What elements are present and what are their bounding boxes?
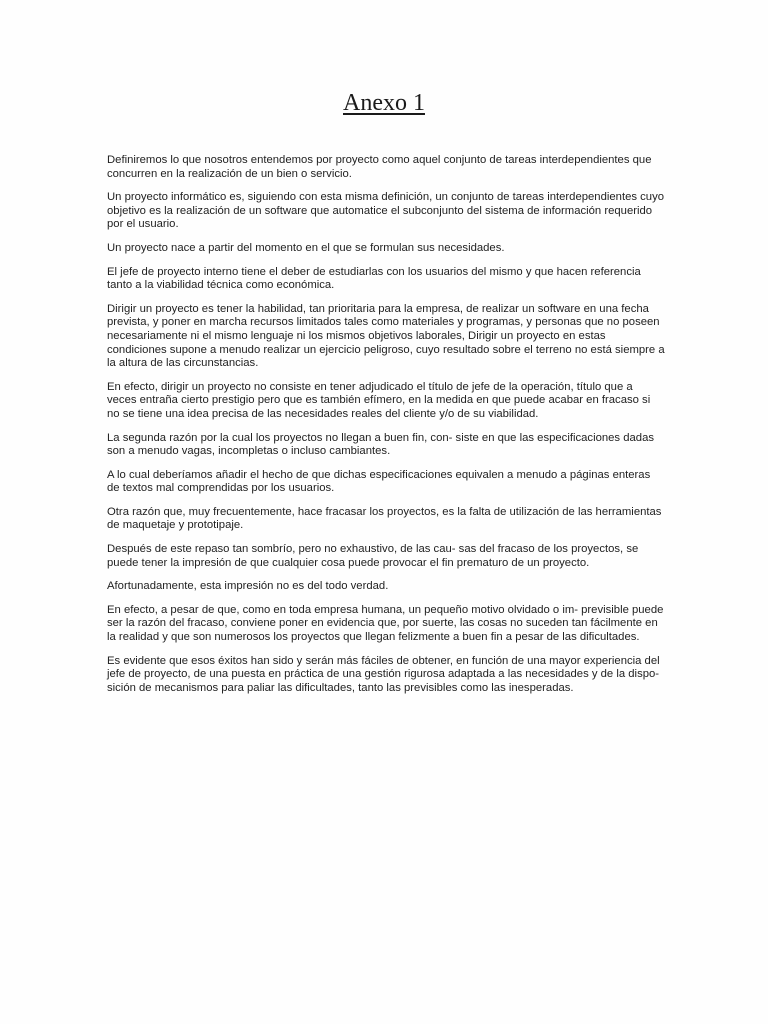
page-title: Anexo 1 (343, 90, 425, 116)
paragraph-10: Después de este repaso tan sombrío, pero no exhaustivo, de las cau- sas del fracaso de los proyectos, se puede tener la impresión de que cualquier cosa puede provocar el fin prematuro de un proyecto. (107, 543, 639, 569)
paragraph-12: En efecto, a pesar de que, como en toda empresa humana, un pequeño motivo olvidado o im- previsible puede ser la razón del fracaso, conviene poner en evidencia que, por suerte, las cosas no suceden tan fácilmente en la realidad y que son numerosos los proyectos que llegan felizmente a buen fin a pesar de las dificultades. (107, 603, 664, 644)
paragraph-1: Definiremos lo que nosotros entendemos por proyecto como aquel conjunto de tareas interdependientes que concurren en la realización de un bien o servicio. (107, 154, 652, 180)
paragraph-13: Es evidente que esos éxitos han sido y serán más fáciles de obtener, en función de una mayor experiencia del jefe de proyecto, de una puesta en práctica de una gestión rigurosa adaptada a las necesidades y de la dispo- sición de mecanismos para paliar las dificultades, tanto las previsibles como las inesperadas. (107, 654, 660, 694)
document-body (107, 154, 665, 705)
paragraph-3: Un proyecto nace a partir del momento en el que se formulan sus necesidades. (107, 241, 505, 254)
paragraph-5: Dirigir un proyecto es tener la habilidad, tan prioritaria para la empresa, de realizar un software en una fecha prevista, y poner en marcha recursos limitados tales como materiales y programas, y personas que no poseen necesariamente ni el mismo lenguaje ni los mismos objetivos laborales, Dirigir un proyecto en estas condiciones supone a menudo realizar un ejercicio peligroso, cuyo resultado sobre el terreno no está siempre a la altura de las circunstancias. (107, 302, 665, 370)
paragraph-11: Afortunadamente, esta impresión no es del todo verdad. (107, 580, 389, 593)
paragraph-7: La segunda razón por la cual los proyectos no llegan a buen fin, con- siste en que las especificaciones dadas son a menudo vagas, incompletas o incluso cambiantes. (107, 431, 654, 458)
paragraph-9: Otra razón que, muy frecuentemente, hace fracasar los proyectos, es la falta de utilización de las herramientas de maquetaje y prototipaje. (107, 505, 662, 532)
paragraph-4: El jefe de proyecto interno tiene el deber de estudiarlas con los usuarios del mismo y que hacen referencia tanto a la viabilidad técnica como económica. (107, 265, 641, 292)
paragraph-2: Un proyecto informático es, siguiendo con esta misma definición, un conjunto de tareas interdependientes cuyo objetivo es la realización de un software que automatice el subconjunto del sistema de información requerido por el usuario. (107, 191, 665, 231)
paragraph-8: A lo cual deberíamos añadir el hecho de que dichas especificaciones equivalen a menudo a páginas enteras de textos mal comprendidas por los usuarios. (107, 468, 651, 495)
paragraph-6: En efecto, dirigir un proyecto no consiste en tener adjudicado el título de jefe de la operación, título que a veces entraña cierto prestigio pero que es también efímero, en la medida en que puede acabar en fracaso si no se tiene una idea precisa de las necesidades reales del cliente y/o de su viabilidad. (107, 380, 651, 420)
